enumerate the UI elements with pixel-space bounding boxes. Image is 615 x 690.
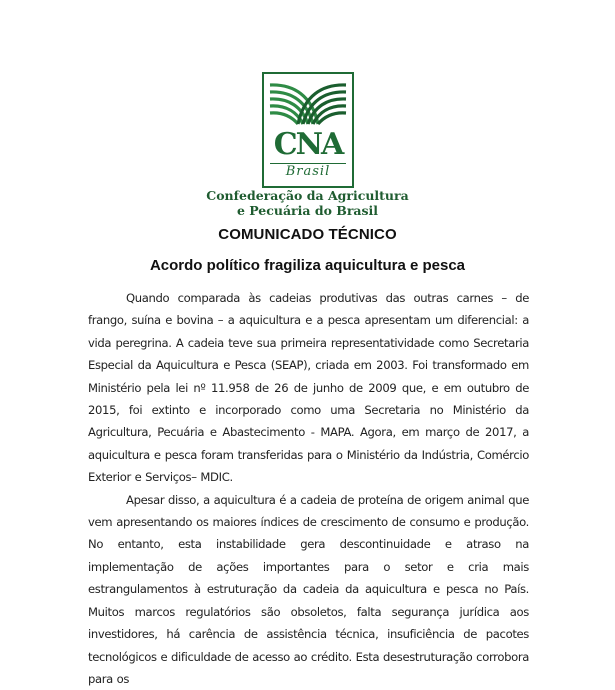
paragraph: Quando comparada às cadeias produtivas das outras carnes – de frango, suína e bovina – a aquicultura e a pesca apresentam um diferencial: a vida peregrina. A cadeia teve sua primeira representatividade como Secretaria Especial da Aquicultura e Pesca (SEAP), criada em 2003. Foi transformado em Ministério pela lei nº 11.958 de 26 de junho de 2009 que, e em outubro de 2015, foi extinto e incorporado como uma Secretaria no Ministério da Agricultura, Pecuária e Abastecimento - MAPA. Agora, em março de 2017, a aquicultura e pesca foram transferidas para o Ministério da Indústria, Comércio Exterior e Serviços– MDIC. <box>88 291 529 485</box>
org-name-line-2: e Pecuária do Brasil <box>236 203 379 218</box>
paragraph: Apesar disso, a aquicultura é a cadeia de proteína de origem animal que vem apresentando os maiores índices de crescimento de consumo e produção. No entanto, esta instabilidade gera descontinuidade e atraso na implementação de ações importantes para o setor e cria mais estrangulamentos à estruturação da cadeia da aquicultura e pesca no País. Muitos marcos regulatórios são obsoletos, falta segurança jurídica aos investidores, há carência de assistência técnica, insuficiência de pacotes tecnológicos e dificuldade de acesso ao crédito. Esta desestruturação corrobora para os <box>88 492 529 686</box>
org-name-line-1: Confederação da Agricultura <box>206 188 409 203</box>
organization-name <box>0 188 615 218</box>
logo-acronym: CNA <box>273 127 343 162</box>
document-title: Acordo político fragiliza aquicultura e pesca <box>149 257 466 274</box>
document-kind-heading: COMUNICADO TÉCNICO <box>218 226 397 243</box>
logo-subtitle: Brasil <box>285 164 331 179</box>
